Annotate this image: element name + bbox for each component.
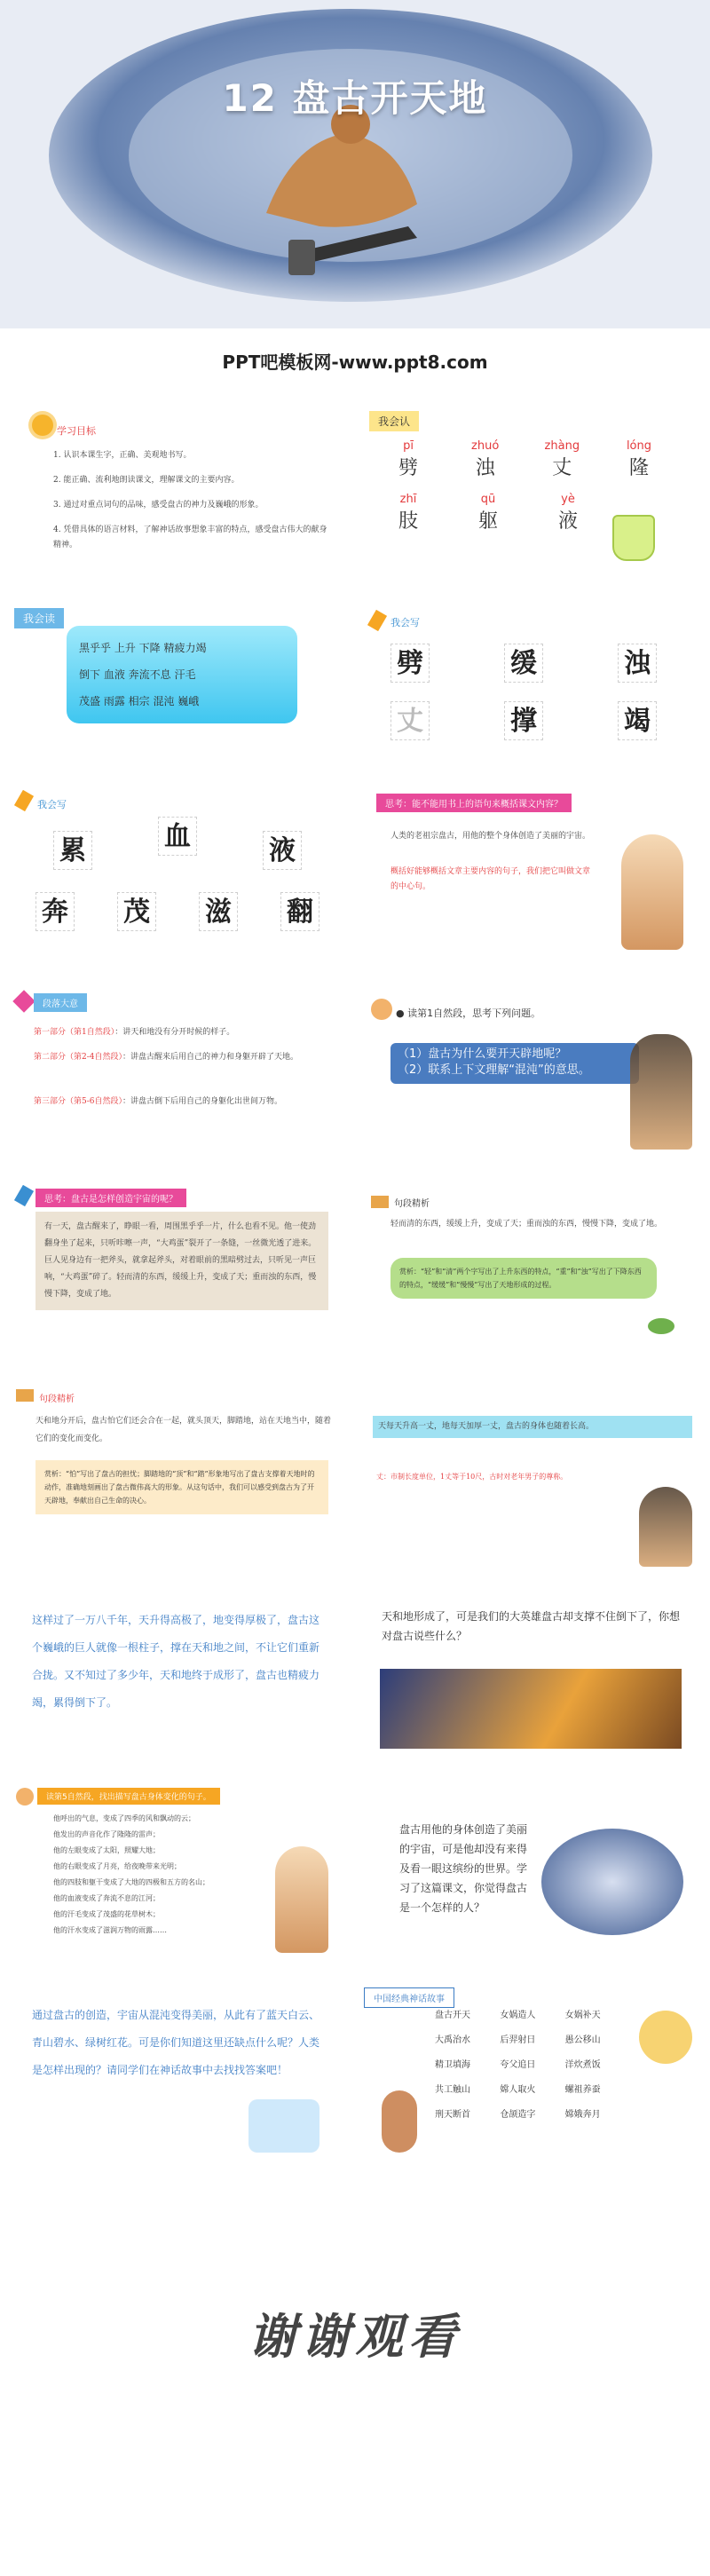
hanzi: 躯 [477, 510, 498, 533]
char-card [382, 493, 435, 533]
hanzi: 液 [557, 510, 578, 533]
watermark-text: PPT吧模板网-www.ppt8.com [222, 352, 488, 373]
body-tag: 读第5自然段，找出描写盘古身体变化的句子。 [37, 1788, 220, 1805]
char-box: 丈 [390, 701, 430, 740]
body-list [53, 1811, 284, 1939]
body-item: 他呼出的气息，变成了四季的风和飘动的云； [53, 1814, 195, 1822]
person-text: 盘古用他的身体创造了美丽的宇宙，可是他却没有来得及看一眼这缤纷的世界。学习了这篇课文，你觉得盘古是一个怎样的人？ [399, 1823, 528, 1914]
myth-item: 嫦娥奔月 [564, 2110, 601, 2120]
student-icon [371, 999, 392, 1020]
goal-item-4: 4. 凭借具体的语言材料，了解神话故事想象丰富的特点，感受盘古伟大的献身精神。 [53, 525, 327, 549]
pencil-icon [14, 790, 34, 811]
slide-what-to-say [355, 1580, 710, 1784]
hanzi: 丈 [552, 457, 572, 479]
paragraph-item-3 [34, 1094, 335, 1110]
pinyin: yè [561, 493, 575, 506]
char-card [612, 439, 666, 480]
goddess-figure [621, 834, 683, 950]
cover-slide [0, 0, 710, 328]
paragraph-item-2 [34, 1050, 335, 1065]
grow-note: 丈：市制长度单位，1丈等于10尺，古时对老年男子的尊称。 [376, 1473, 568, 1481]
myth-item: 女娲补天 [564, 2011, 601, 2020]
pencil-icon [14, 1185, 34, 1206]
read-tag: 我会读 [14, 608, 64, 628]
read-box [67, 626, 297, 723]
slide-paragraph-meaning [0, 990, 355, 1158]
book-icon [16, 1389, 34, 1402]
char-card [535, 439, 588, 480]
cover-illustration [0, 0, 710, 328]
myth-item: 刑天断首 [435, 2110, 470, 2120]
analysis2-text: 天和地分开后，盘古怕它们还会合在一起，就头顶天，脚踏地，站在天地当中，随着它们的变化而变化。 [36, 1417, 332, 1443]
analysis1-tag: 句段精析 [394, 1199, 430, 1209]
how-text: 有一天，盘古醒来了，睁眼一看，周围黑乎乎一片，什么也看不见。他一使劲翻身坐了起来，只听咔嚓一声，“大鸡蛋”裂开了一条缝，一丝微光透了进来。巨人见身边有一把斧头，就拿起斧头，对着眼前的黑暗劈过去，只听见一声巨响，“大鸡蛋”碎了。轻而清的东西，缓缓上升，变成了天；重而浊的东西，慢慢下降，变成了地。 [36, 1212, 328, 1310]
say-text: 天和地形成了，可是我们的大英雄盘古却支撑不住倒下了，你想对盘古说些什么？ [382, 1610, 681, 1642]
question-box [390, 1043, 639, 1084]
part-text: ：讲盘古倒下后用自己的身躯化出世间万物。 [122, 1097, 283, 1106]
slide-18000-years [0, 1580, 355, 1784]
write-row-1 [390, 644, 657, 683]
char-box: 竭 [618, 701, 657, 740]
part-label: 第三部分（第5-6自然段） [34, 1097, 122, 1106]
slide-learning-goals [0, 404, 355, 608]
myth-item: 后羿射日 [500, 2035, 536, 2045]
summary-line-1: 人类的老祖宗盘古，用他的整个身体创造了美丽的宇宙。 [390, 832, 591, 841]
pangu-orb-image [541, 1829, 683, 1935]
sun-icon [32, 415, 53, 436]
myths-tag: 中国经典神话故事 [364, 1987, 454, 2008]
write2-row-2 [36, 892, 320, 931]
char-box: 奔 [36, 892, 75, 931]
summary-line-2: 概括好能够概括文章主要内容的句子，我们把它叫做文章的中心句。 [390, 867, 591, 891]
grow-text: 天每天升高一丈，地每天加厚一丈，盘古的身体也随着长高。 [373, 1416, 692, 1438]
fallen-pangu-image [380, 1669, 682, 1749]
cover-title: 12 盘古开天地 [222, 76, 488, 120]
hanzi: 劈 [398, 457, 418, 479]
moon-goddess-image [639, 2011, 692, 2064]
myth-item: 螺祖养蚕 [564, 2085, 601, 2095]
myth-item: 大禹治水 [435, 2035, 470, 2045]
question-1: （1）盘古为什么要开天辟地呢？ [398, 1047, 567, 1061]
write2-tag: 我会写 [37, 799, 67, 810]
archer-figure [382, 2090, 417, 2153]
slide-grow [355, 1380, 710, 1567]
slide-summary-question [355, 790, 710, 968]
write-tag: 我会写 [390, 617, 420, 628]
analysis2-note: 赏析：“怕”写出了盘古的担忧；脚踏地的“顶”和“踏”形象地写出了盘古支撑着天地时的动作，准确地刻画出了盘古微伟高大的形象。从这句话中，我们可以感受到盘古为了开天辟地，奉献出自己生命的决心。 [36, 1460, 328, 1514]
pinyin: zhuó [471, 439, 500, 453]
goal-item-2: 2. 能正确、流利地朗读课文，理解课文的主要内容。 [53, 476, 240, 485]
slide-read [0, 608, 355, 777]
read-row-3: 茂盛 雨露 相宗 混沌 巍峨 [79, 695, 200, 707]
book-icon [371, 1196, 389, 1208]
paragraph-item-1 [34, 1025, 335, 1040]
myth-item: 夸父追日 [500, 2060, 536, 2070]
myth-item: 仓颉造字 [500, 2110, 536, 2120]
question-2: （2）联系上下文理解“混沌”的意思。 [398, 1063, 590, 1077]
analysis2-tag: 句段精析 [39, 1395, 75, 1404]
summary-tag: 思考：能不能用书上的语句来概括课文内容？ [376, 794, 572, 812]
slide-write-1 [355, 608, 710, 777]
hanzi: 隆 [628, 457, 649, 479]
char-card [459, 439, 512, 480]
myth-item: 嫦人取火 [500, 2085, 536, 2095]
char-box: 血 [158, 817, 197, 856]
myth-item: 女娲造人 [500, 2011, 536, 2020]
analysis1-note: 赏析：“轻”和“清”两个字写出了上升东西的特点，“重”和“浊”写出了下降东西的特点，“缓缓”和“慢慢”写出了天地形成的过程。 [390, 1258, 657, 1299]
hanzi: 肢 [398, 510, 418, 533]
char-box: 滋 [199, 892, 238, 931]
thanks-text: 谢谢观看 [248, 2309, 462, 2365]
myth-item: 愚公移山 [564, 2035, 601, 2045]
part-text: ：讲盘古醒来后用自己的神力和身躯开辟了天地。 [122, 1053, 299, 1062]
char-card [541, 493, 595, 533]
slide-myths-list [355, 1984, 710, 2161]
paragraph-tag: 段落大意 [34, 993, 87, 1012]
goddess-figure [275, 1846, 328, 1953]
char-card [462, 493, 515, 533]
recognize-tag: 我会认 [369, 411, 419, 431]
myth-item: 盘古开天 [435, 2011, 470, 2020]
slide-thanks [0, 2201, 710, 2468]
char-box: 浊 [618, 644, 657, 683]
how-tag: 思考：盘古是怎样创造宇宙的呢？ [36, 1189, 186, 1207]
pinyin: qū [480, 493, 496, 506]
recognize-row-1 [382, 439, 666, 480]
lemon-drink-icon [612, 515, 655, 561]
myth-item: 洋炊煮饭 [564, 2060, 601, 2070]
write-row-2 [390, 701, 657, 740]
student-icon [16, 1788, 34, 1806]
goals-tag: 学习目标 [57, 425, 96, 437]
read-row-1: 黑乎乎 上升 下降 精疲力竭 [79, 642, 207, 654]
slide-analysis-2 [0, 1380, 355, 1567]
turtle-icon [648, 1318, 674, 1334]
closing-text: 通过盘古的创造，宇宙从混沌变得美丽，从此有了蓝天白云、青山碧水、绿树红花。可是你们知道这里还缺点什么呢？人类是怎样出现的？请同学们在神话故事中去找找答案吧！ [32, 2009, 320, 2076]
body-item: 他的四肢和躯干变成了大地的四极和五方的名山； [53, 1878, 209, 1886]
myths-grid [435, 2007, 630, 2124]
read-lead-text: 读第1自然段，思考下列问题。 [407, 1007, 541, 1019]
recognize-row-2 [382, 493, 595, 533]
body-item: 他的右眼变成了月亮，给夜晚带来光明； [53, 1862, 181, 1870]
slide-write-2 [0, 790, 355, 968]
body-item: 他的血液变成了奔流不息的江河； [53, 1894, 160, 1902]
slide-what-person [355, 1784, 710, 1979]
slide-closing-question [0, 1984, 355, 2161]
years-text: 这样过了一万八千年，天升得高极了，地变得厚极了，盘古这个巍峨的巨人就像一根柱子，撑在天和地之间，不让它们重新合拢。又不知过了多少年，天和地终于成形了，盘古也精疲力竭，累得倒下了。 [32, 1614, 320, 1709]
slide-how-created [0, 1185, 355, 1363]
pinyin: zhàng [544, 439, 580, 453]
char-box: 劈 [390, 644, 430, 683]
char-box: 液 [263, 831, 302, 870]
pangu-figure [630, 1034, 692, 1150]
char-box: 翻 [280, 892, 320, 931]
slide-read-para-1 [355, 990, 710, 1158]
body-item: 他发出的声音化作了隆隆的雷声； [53, 1830, 160, 1838]
slide-body-changes [0, 1784, 355, 1979]
analysis1-text: 轻而清的东西，缓缓上升，变成了天；重而浊的东西，慢慢下降，变成了地。 [390, 1220, 663, 1229]
write2-row-1 [53, 817, 302, 870]
slide-analysis-1 [355, 1185, 710, 1363]
read-lead: ● 读第1自然段，思考下列问题。 [396, 1007, 541, 1019]
part-text: ：讲天和地没有分开时候的样子。 [114, 1028, 235, 1037]
read-row-2: 倒下 血液 奔流不息 汗毛 [79, 668, 196, 681]
pangu-figure [639, 1487, 692, 1567]
pinyin: zhī [399, 493, 417, 506]
pinyin: pī [403, 439, 414, 453]
part-label: 第一部分（第1自然段） [34, 1028, 115, 1037]
body-item: 他的汗水变成了滋润万物的雨露…… [53, 1926, 167, 1934]
char-card [382, 439, 435, 480]
goal-item-1: 1. 认识本课生字，正确、美观地书写。 [53, 451, 192, 460]
myth-item: 精卫填海 [435, 2060, 470, 2070]
pinyin: lóng [626, 439, 651, 453]
pencil-icon [367, 610, 387, 631]
hanzi: 浊 [475, 457, 495, 479]
char-box: 撑 [504, 701, 543, 740]
part-label: 第二部分（第2-4自然段） [34, 1053, 122, 1062]
char-box: 茂 [117, 892, 156, 931]
goal-item-3: 3. 通过对重点词句的品味，感受盘古的神力及巍峨的形象。 [53, 501, 264, 510]
pinwheel-icon [12, 990, 35, 1012]
slide-recognize [355, 404, 710, 608]
myth-item: 共工触山 [435, 2085, 470, 2095]
body-item: 他的汗毛变成了茂盛的花草树木； [53, 1910, 160, 1918]
char-box: 累 [53, 831, 92, 870]
kids-illustration [248, 2099, 320, 2153]
body-item: 他的左眼变成了太阳，照耀大地； [53, 1846, 160, 1854]
char-box: 缓 [504, 644, 543, 683]
